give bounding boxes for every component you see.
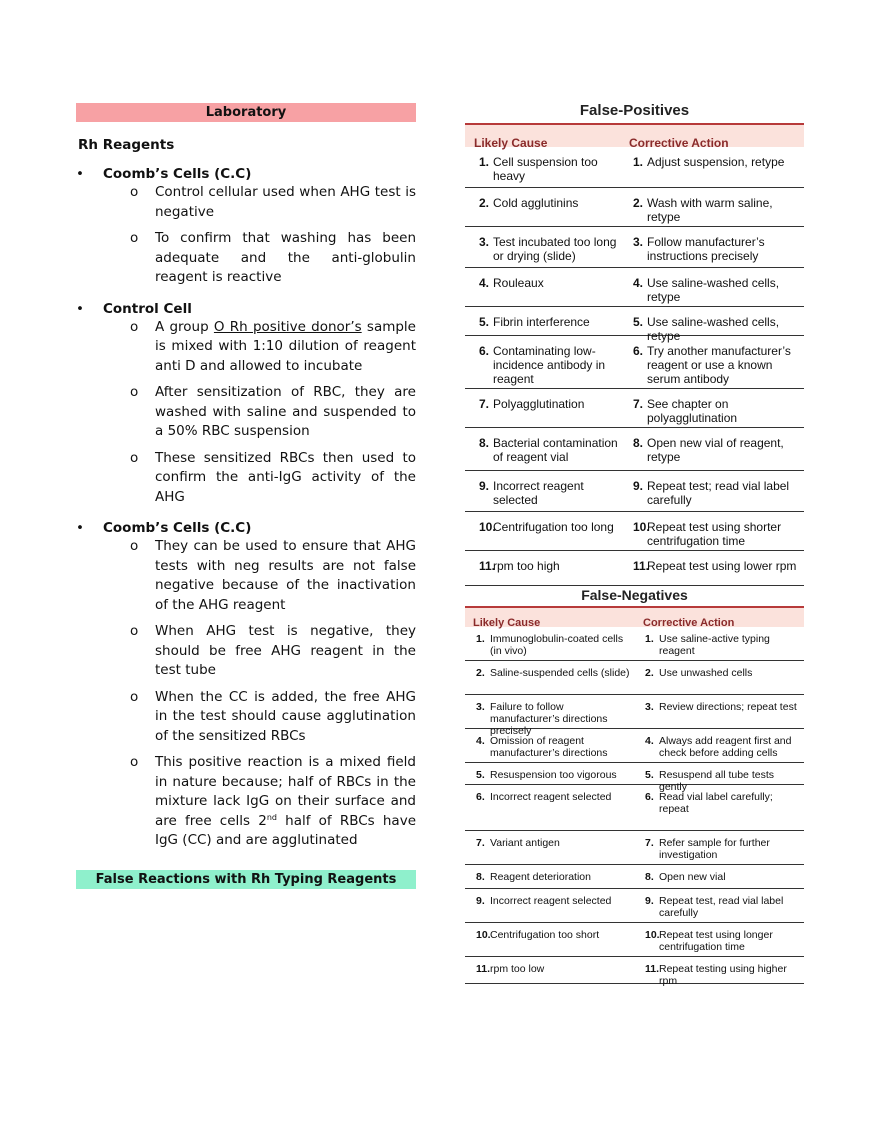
action-text: Open new vial of reagent, retype — [647, 436, 784, 464]
action-text: Adjust suspension, retype — [647, 155, 785, 169]
row-number: 11. — [633, 559, 650, 573]
laboratory-banner: Laboratory — [76, 103, 416, 122]
section-title: • Control Cell — [76, 300, 416, 318]
action-text: Repeat test; read vial label carefully — [647, 479, 790, 507]
action-cell — [623, 268, 804, 306]
action-text: Always add reagent first and check before adding cells — [659, 735, 792, 759]
table-row — [465, 865, 804, 889]
action-text: Use saline-washed cells, retype — [647, 276, 780, 304]
action-text: Use saline-active typing reagent — [659, 633, 770, 657]
cause-cell — [465, 763, 635, 784]
action-text: Follow manufacturer’s instructions precisely — [647, 235, 765, 263]
row-number: 10. — [479, 520, 496, 534]
action-text: Wash with warm saline, retype — [647, 196, 773, 224]
row-number: 9. — [479, 479, 490, 493]
table-title: False-Positives — [579, 102, 690, 119]
action-cell — [635, 865, 804, 888]
section-title: • Coomb’s Cells (C.C) — [76, 165, 416, 183]
row-number: 2. — [479, 196, 490, 210]
action-cell — [623, 389, 804, 427]
row-number: 8. — [645, 871, 654, 883]
cause-text: Test incubated too long or drying (slide) — [493, 235, 617, 263]
action-cell — [623, 188, 804, 226]
action-cell — [623, 307, 804, 343]
list-item: o When the CC is added, the free AHG in the test should cause agglutination of the sensitized RBCs — [130, 688, 416, 744]
action-cell — [635, 729, 804, 762]
table-row — [465, 471, 804, 512]
action-text: Refer sample for further investigation — [659, 837, 770, 861]
table-row — [465, 661, 804, 695]
table-row — [465, 188, 804, 227]
row-number: 4. — [645, 735, 654, 747]
action-cell — [635, 831, 804, 864]
row-number: 2. — [645, 667, 654, 679]
list-item: o This positive reaction is a mixed field in nature because; half of RBCs in the mixture lack IgG on their surface and are free cells 2nd half of RBCs have IgG (CC) and are agglutinated — [130, 754, 416, 848]
cause-cell — [465, 227, 623, 267]
table-row — [465, 428, 804, 471]
row-number: 3. — [479, 235, 490, 249]
table-row — [465, 831, 804, 865]
table-row — [465, 147, 804, 188]
table-row — [465, 627, 804, 661]
cause-cell — [465, 336, 623, 388]
action-text: Repeat test using lower rpm — [647, 559, 797, 573]
cause-text: Immunoglobulin-coated cells (in vivo) — [490, 633, 624, 657]
cause-text: Incorrect reagent selected — [490, 895, 612, 907]
row-number: 5. — [645, 769, 654, 781]
cause-cell — [465, 923, 635, 956]
list-item: o After sensitization of RBC, they are washed with saline and suspended to a 50% RBC suspension — [130, 384, 416, 439]
action-text: Repeat test using shorter centrifugation time — [647, 520, 782, 548]
cause-cell — [465, 785, 635, 830]
row-number: 7. — [645, 837, 654, 849]
cause-cell — [465, 957, 635, 983]
cause-cell — [465, 147, 623, 187]
action-cell — [635, 923, 804, 956]
table-row — [465, 923, 804, 957]
cause-text: Failure to follow manufacturer’s directions precisely — [490, 701, 608, 737]
cause-text: Saline-suspended cells (slide) — [490, 667, 630, 679]
action-text: Review directions; repeat test — [659, 701, 797, 713]
column-header-cause: Likely Cause — [473, 617, 541, 629]
row-number: 7. — [633, 397, 644, 411]
cause-text: rpm too low — [490, 963, 545, 975]
cause-text: Incorrect reagent selected — [490, 791, 612, 803]
list-item: o A group O Rh positive donor’s sample is mixed with 1:10 dilution of reagent anti D and allowed to incubate — [130, 318, 416, 374]
action-cell — [635, 957, 804, 987]
underlined-text: O Rh positive donor’s — [213, 318, 362, 335]
row-number: 6. — [645, 791, 654, 803]
table-row — [465, 785, 804, 831]
row-number: 1. — [645, 633, 654, 645]
cause-cell — [465, 831, 635, 864]
left-column — [76, 103, 416, 887]
table-title: False-Negatives — [581, 587, 688, 603]
action-text: Repeat test using longer centrifugation time — [659, 929, 773, 953]
list-item: o They can be used to ensure that AHG tests with neg results are not false negative because of the inactivation of the AHG reagent — [130, 538, 416, 613]
cause-cell — [465, 188, 623, 226]
false-reactions-banner: False Reactions with Rh Typing Reagents — [76, 870, 416, 889]
row-number: 7. — [479, 397, 490, 411]
list-item: o To confirm that washing has been adequate and the anti-globulin reagent is reactive — [130, 230, 416, 285]
table-row — [465, 957, 804, 987]
rh-reagents-heading: Rh Reagents — [78, 137, 175, 153]
row-number: 2. — [633, 196, 644, 210]
row-number: 9. — [633, 479, 644, 493]
table-row — [465, 336, 804, 389]
cause-text: Cold agglutinins — [493, 196, 579, 210]
section-title: • Coomb’s Cells (C.C) — [76, 519, 416, 537]
cause-cell — [465, 389, 623, 427]
action-text: Use unwashed cells — [659, 667, 753, 679]
row-number: 8. — [476, 871, 485, 883]
row-number: 11. — [476, 963, 491, 975]
cause-cell — [465, 268, 623, 306]
action-text: Try another manufacturer’s reagent or use a known serum antibody — [647, 344, 791, 386]
cause-text: Polyagglutination — [493, 397, 585, 411]
cause-text: Rouleaux — [493, 276, 544, 290]
row-number: 3. — [645, 701, 654, 713]
cause-text: Centrifugation too long — [493, 520, 614, 534]
cause-text: Centrifugation too short — [490, 929, 600, 941]
action-cell — [635, 889, 804, 922]
action-cell — [623, 551, 804, 585]
action-cell — [623, 227, 804, 267]
row-number: 2. — [476, 667, 485, 679]
cause-cell — [465, 551, 623, 585]
column-header-action: Corrective Action — [643, 617, 735, 629]
column-header-cause: Likely Cause — [474, 136, 548, 150]
action-cell — [635, 661, 804, 694]
row-number: 5. — [476, 769, 485, 781]
cause-text: rpm too high — [493, 559, 560, 573]
action-text: Open new vial — [659, 871, 726, 883]
cause-cell — [465, 471, 623, 511]
table-body — [465, 147, 804, 586]
cause-cell — [465, 865, 635, 888]
table-row — [465, 551, 804, 586]
action-text: Read vial label carefully; repeat — [659, 791, 773, 815]
action-cell — [623, 428, 804, 470]
cause-text: Reagent deterioration — [490, 871, 591, 883]
cause-text: Omission of reagent manufacturer’s directions — [490, 735, 608, 759]
action-cell — [635, 627, 804, 660]
action-cell — [623, 471, 804, 511]
cause-text: Contaminating low-incidence antibody in reagent — [493, 344, 606, 386]
row-number: 5. — [633, 315, 644, 329]
cause-cell — [465, 512, 623, 550]
action-cell — [635, 695, 804, 728]
row-number: 8. — [633, 436, 644, 450]
row-number: 4. — [633, 276, 644, 290]
row-number: 11. — [645, 963, 660, 975]
table-row — [465, 512, 804, 551]
row-number: 6. — [476, 791, 485, 803]
action-text: See chapter on polyagglutination — [647, 397, 738, 425]
row-number: 8. — [479, 436, 490, 450]
row-number: 9. — [645, 895, 654, 907]
row-number: 9. — [476, 895, 485, 907]
row-number: 1. — [479, 155, 490, 169]
table-row — [465, 695, 804, 737]
list-item: o These sensitized RBCs then used to confirm the anti-IgG activity of the AHG — [130, 449, 416, 505]
row-number: 6. — [633, 344, 644, 358]
cause-text: Incorrect reagent selected — [493, 479, 584, 507]
cause-cell — [465, 695, 635, 737]
cause-cell — [465, 661, 635, 694]
row-number: 1. — [476, 633, 485, 645]
list-item: o Control cellular used when AHG test is negative — [130, 184, 416, 220]
table-header — [465, 123, 804, 150]
row-number: 4. — [476, 735, 485, 747]
row-number: 10. — [645, 929, 660, 941]
action-text: Repeat testing using higher rpm — [659, 963, 787, 987]
action-cell — [635, 785, 804, 830]
row-number: 11. — [479, 559, 496, 573]
row-number: 10. — [633, 520, 650, 534]
table-row — [465, 729, 804, 763]
table-body — [465, 627, 804, 987]
row-number: 7. — [476, 837, 485, 849]
cause-text: Fibrin interference — [493, 315, 590, 329]
action-text: Use saline-washed cells, retype — [647, 315, 780, 343]
list-item: o When AHG test is negative, they should be free AHG reagent in the test tube — [130, 623, 416, 678]
column-header-action: Corrective Action — [629, 136, 729, 150]
table-row — [465, 227, 804, 268]
table-row — [465, 889, 804, 923]
row-number: 3. — [476, 701, 485, 713]
false-positives-table — [465, 101, 804, 586]
table-header — [465, 606, 804, 627]
row-number: 4. — [479, 276, 490, 290]
action-cell — [635, 763, 804, 793]
cause-text: Bacterial contamination of reagent vial — [493, 436, 618, 464]
table-row — [465, 268, 804, 307]
cause-cell — [465, 307, 623, 335]
row-number: 6. — [479, 344, 490, 358]
false-negatives-table — [465, 586, 804, 987]
action-cell — [623, 336, 804, 388]
cause-text: Resuspension too vigorous — [490, 769, 617, 781]
row-number: 3. — [633, 235, 644, 249]
cause-cell — [465, 428, 623, 470]
row-number: 5. — [479, 315, 490, 329]
cause-text: Cell suspension too heavy — [493, 155, 598, 183]
table-row — [465, 389, 804, 428]
action-text: Resuspend all tube tests gently — [659, 769, 774, 793]
cause-cell — [465, 729, 635, 762]
row-number: 10. — [476, 929, 491, 941]
action-cell — [623, 512, 804, 550]
table-row — [465, 307, 804, 343]
row-number: 1. — [633, 155, 644, 169]
cause-cell — [465, 627, 635, 660]
action-cell — [623, 147, 804, 187]
cause-text: Variant antigen — [490, 837, 560, 849]
action-text: Repeat test, read vial label carefully — [659, 895, 784, 919]
cause-cell — [465, 889, 635, 922]
table-row — [465, 763, 804, 793]
